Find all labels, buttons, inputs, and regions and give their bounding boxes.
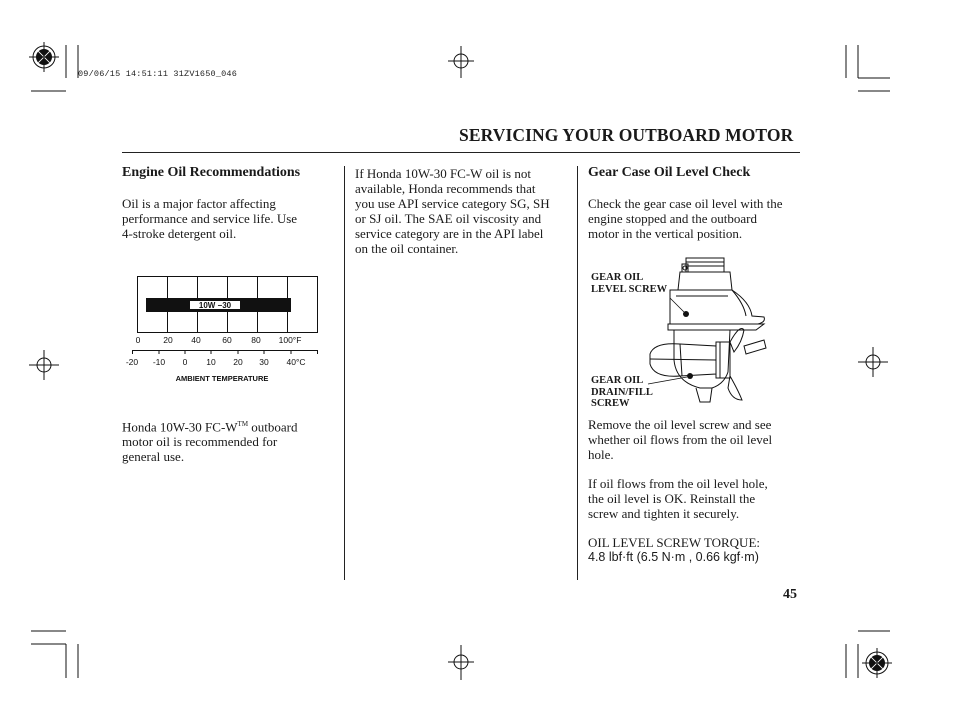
print-timestamp: 09/06/15 14:51:11 31ZV1650_046 bbox=[78, 69, 238, 79]
celsius-tick: 0 bbox=[182, 357, 188, 367]
torque-label: OIL LEVEL SCREW TORQUE: bbox=[588, 535, 761, 550]
intro-line: Check the gear case oil level with the bbox=[588, 196, 783, 211]
honda-oil-suffix: outboard bbox=[248, 419, 298, 435]
celsius-tick: -10 bbox=[152, 357, 166, 367]
gear-case-intro bbox=[588, 196, 803, 241]
viscosity-bar-label: 10W −30 bbox=[198, 301, 232, 310]
remove-line: whether oil flows from the oil level bbox=[588, 432, 773, 447]
drain-screw-callout bbox=[591, 375, 653, 410]
page-number: 45 bbox=[783, 587, 797, 602]
intro-line: Oil is a major factor affecting bbox=[122, 196, 276, 211]
remove-screw-paragraph bbox=[588, 417, 803, 462]
torque-value: 4.8 lbf·ft (6.5 N·m , 0.66 kgf·m) bbox=[588, 550, 759, 564]
callout-line: LEVEL SCREW bbox=[591, 283, 668, 295]
api-line: you use API service category SG, SH bbox=[355, 196, 550, 211]
gear-case-heading: Gear Case Oil Level Check bbox=[588, 165, 751, 180]
remove-line: Remove the oil level screw and see bbox=[588, 417, 772, 432]
oil-viscosity-chart bbox=[120, 270, 330, 388]
honda-oil-paragraph bbox=[122, 417, 337, 464]
api-line: service category are in the API label bbox=[355, 226, 544, 241]
api-line: available, Honda recommends that bbox=[355, 181, 536, 196]
callout-line: GEAR OIL bbox=[591, 375, 644, 386]
fahrenheit-tick: 100°F bbox=[278, 335, 302, 345]
torque-spec bbox=[588, 535, 803, 565]
api-category-paragraph bbox=[355, 166, 577, 256]
celsius-tick: 10 bbox=[206, 357, 216, 367]
column-divider-right bbox=[577, 166, 578, 580]
chart-axis-label: AMBIENT TEMPERATURE bbox=[175, 374, 269, 383]
column-divider-left bbox=[344, 166, 345, 580]
drain-screw-marker bbox=[687, 373, 693, 379]
honda-oil-name: Honda 10W-30 FC-W bbox=[122, 419, 238, 435]
api-line: or SJ oil. The SAE oil viscosity and bbox=[355, 211, 542, 226]
celsius-tick: 20 bbox=[233, 357, 243, 367]
remove-line: hole. bbox=[588, 447, 614, 462]
api-line: on the oil container. bbox=[355, 241, 459, 256]
intro-line: motor in the vertical position. bbox=[588, 226, 743, 241]
intro-line: performance and service life. Use bbox=[122, 211, 298, 226]
fahrenheit-tick: 0 bbox=[135, 335, 141, 345]
celsius-tick: -20 bbox=[125, 357, 139, 367]
api-line: If Honda 10W-30 FC-W oil is not bbox=[355, 166, 531, 181]
ok-line: If oil flows from the oil level hole, bbox=[588, 476, 768, 491]
fahrenheit-tick: 60 bbox=[222, 335, 232, 345]
fahrenheit-tick: 40 bbox=[191, 335, 201, 345]
fahrenheit-tick: 20 bbox=[163, 335, 173, 345]
celsius-tick: 30 bbox=[259, 357, 269, 367]
honda-oil-line: motor oil is recommended for bbox=[122, 434, 278, 450]
callout-line: GEAR OIL bbox=[591, 272, 644, 283]
header-rule bbox=[122, 152, 800, 153]
callout-line: DRAIN/FILL bbox=[591, 386, 653, 398]
page-header-title: SERVICING YOUR OUTBOARD MOTOR bbox=[459, 125, 794, 145]
engine-oil-heading: Engine Oil Recommendations bbox=[122, 165, 301, 180]
callout-line: SCREW bbox=[591, 398, 630, 409]
ok-line: screw and tighten it securely. bbox=[588, 506, 740, 521]
intro-line: 4-stroke detergent oil. bbox=[122, 226, 237, 241]
trademark-mark: TM bbox=[237, 420, 249, 428]
ok-line: the oil level is OK. Reinstall the bbox=[588, 491, 756, 506]
engine-oil-intro bbox=[122, 196, 337, 241]
intro-line: engine stopped and the outboard bbox=[588, 211, 757, 226]
oil-level-ok-paragraph bbox=[588, 476, 803, 521]
celsius-tick: 40°C bbox=[286, 357, 306, 367]
fahrenheit-tick: 80 bbox=[251, 335, 261, 345]
level-screw-callout bbox=[591, 272, 667, 295]
honda-oil-line: general use. bbox=[122, 449, 185, 465]
